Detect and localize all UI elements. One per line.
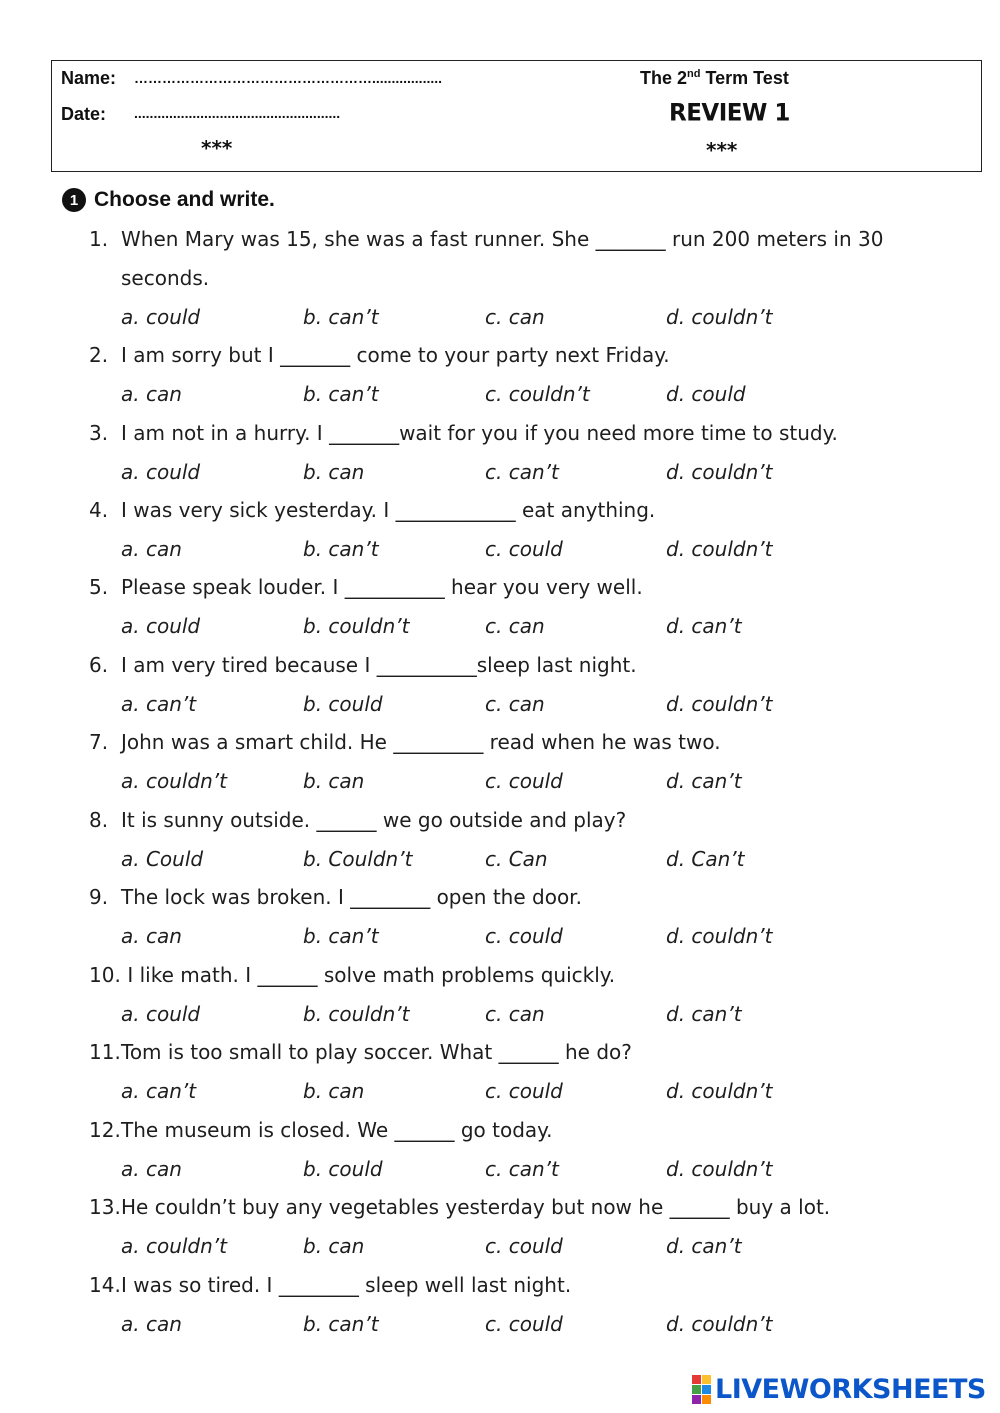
option-b[interactable]: b. can’t	[303, 382, 379, 406]
option-d[interactable]: d. couldn’t	[666, 692, 773, 716]
option-b[interactable]: b. can	[303, 1079, 365, 1103]
option-c[interactable]: c. could	[485, 1312, 563, 1336]
option-a[interactable]: a. can	[121, 1157, 182, 1181]
option-c[interactable]: c. Can	[485, 847, 548, 871]
question-2	[89, 343, 670, 367]
option-c[interactable]: c. can’t	[485, 1157, 559, 1181]
question-number: 4.	[89, 498, 109, 522]
option-b[interactable]: b. can	[303, 1234, 365, 1258]
option-d[interactable]: d. couldn’t	[666, 924, 773, 948]
question-number: 1.	[89, 227, 109, 251]
option-d[interactable]: d. can’t	[666, 1002, 742, 1026]
question-number: 6.	[89, 653, 109, 677]
option-a[interactable]: a. can’t	[121, 1079, 197, 1103]
option-a[interactable]: a. could	[121, 305, 201, 329]
date-field[interactable]: .....................................................	[134, 105, 341, 121]
option-b[interactable]: b. could	[303, 1157, 383, 1181]
option-b[interactable]: b. can’t	[303, 924, 379, 948]
question-number: 8.	[89, 808, 109, 832]
option-d[interactable]: d. couldn’t	[666, 1157, 773, 1181]
option-a[interactable]: a. could	[121, 614, 201, 638]
option-a[interactable]: a. can’t	[121, 692, 197, 716]
option-c[interactable]: c. could	[485, 1079, 563, 1103]
question-number: 10.	[89, 963, 121, 987]
question-number: 9.	[89, 885, 109, 909]
option-a[interactable]: a. couldn’t	[121, 769, 228, 793]
question-text-continued: seconds.	[121, 266, 210, 290]
question-text: Tom is too small to play soccer. What ______ he do?	[121, 1040, 632, 1064]
question-8	[89, 808, 626, 832]
option-c[interactable]: c. could	[485, 537, 563, 561]
option-d[interactable]: d. couldn’t	[666, 460, 773, 484]
question-text: I was so tired. I ________ sleep well last night.	[121, 1273, 572, 1297]
question-number: 2.	[89, 343, 109, 367]
option-a[interactable]: a. couldn’t	[121, 1234, 228, 1258]
option-b[interactable]: b. couldn’t	[303, 614, 410, 638]
question-text: The lock was broken. I ________ open the door.	[121, 885, 582, 909]
question-13	[89, 1195, 830, 1219]
review-title: REVIEW 1	[669, 99, 790, 127]
option-c[interactable]: c. could	[485, 769, 563, 793]
question-number: 11.	[89, 1040, 121, 1064]
option-c[interactable]: c. can	[485, 305, 545, 329]
option-b[interactable]: b. can’t	[303, 1312, 379, 1336]
question-text: I am very tired because I __________sleep last night.	[121, 653, 637, 677]
option-a[interactable]: a. could	[121, 1002, 201, 1026]
question-text: I like math. I ______ solve math problems quickly.	[121, 963, 616, 987]
option-d[interactable]: d. couldn’t	[666, 1079, 773, 1103]
option-b[interactable]: b. couldn’t	[303, 1002, 410, 1026]
option-c[interactable]: c. can	[485, 614, 545, 638]
question-number: 3.	[89, 421, 109, 445]
option-c[interactable]: c. couldn’t	[485, 382, 590, 406]
option-d[interactable]: d. Can’t	[666, 847, 745, 871]
question-3	[89, 421, 838, 445]
question-5	[89, 575, 643, 599]
liveworksheets-brand	[692, 1374, 986, 1405]
section-heading: Choose and write.	[94, 188, 275, 211]
option-c[interactable]: c. could	[485, 924, 563, 948]
stars-right: ***	[706, 138, 738, 162]
question-text: I am sorry but I _______ come to your party next Friday.	[121, 343, 670, 367]
name-field[interactable]: ……………………………………………..................	[134, 70, 443, 86]
option-c[interactable]: c. can	[485, 1002, 545, 1026]
question-10	[89, 963, 615, 987]
question-number: 12.	[89, 1118, 121, 1142]
question-number: 7.	[89, 730, 109, 754]
option-b[interactable]: b. can	[303, 460, 365, 484]
question-12	[89, 1118, 553, 1142]
option-d[interactable]: d. couldn’t	[666, 537, 773, 561]
question-text: He couldn’t buy any vegetables yesterday but now he ______ buy a lot.	[121, 1195, 831, 1219]
option-a[interactable]: a. can	[121, 924, 182, 948]
section-number-icon: 1	[62, 188, 86, 212]
brand-text: LIVEWORKSHEETS	[715, 1374, 986, 1405]
question-text: Please speak louder. I __________ hear you very well.	[121, 575, 643, 599]
liveworksheets-logo-icon	[692, 1375, 711, 1404]
option-d[interactable]: d. could	[666, 382, 746, 406]
question-text: The museum is closed. We ______ go today.	[121, 1118, 553, 1142]
option-d[interactable]: d. couldn’t	[666, 1312, 773, 1336]
name-label: Name:	[61, 68, 117, 88]
option-a[interactable]: a. can	[121, 537, 182, 561]
option-a[interactable]: a. can	[121, 1312, 182, 1336]
question-9	[89, 885, 582, 909]
option-d[interactable]: d. can’t	[666, 614, 742, 638]
test-title: The 2nd Term Test	[640, 68, 789, 88]
question-text: I am not in a hurry. I _______wait for you if you need more time to study.	[121, 421, 838, 445]
option-a[interactable]: a. could	[121, 460, 201, 484]
question-number: 5.	[89, 575, 109, 599]
question-text: I was very sick yesterday. I ____________ eat anything.	[121, 498, 656, 522]
question-11	[89, 1040, 632, 1064]
question-6	[89, 653, 637, 677]
option-b[interactable]: b. can	[303, 769, 365, 793]
option-b[interactable]: b. can’t	[303, 305, 379, 329]
question-text: John was a smart child. He _________ read when he was two.	[121, 730, 721, 754]
option-a[interactable]: a. Could	[121, 847, 204, 871]
option-c[interactable]: c. could	[485, 1234, 563, 1258]
stars-left: ***	[201, 136, 233, 160]
question-number: 13.	[89, 1195, 121, 1219]
option-d[interactable]: d. couldn’t	[666, 305, 773, 329]
option-d[interactable]: d. can’t	[666, 1234, 742, 1258]
option-c[interactable]: c. can’t	[485, 460, 559, 484]
option-b[interactable]: b. could	[303, 692, 383, 716]
option-a[interactable]: a. can	[121, 382, 182, 406]
question-4	[89, 498, 655, 522]
question-14	[89, 1273, 571, 1297]
option-b[interactable]: b. Couldn’t	[303, 847, 413, 871]
date-label: Date:	[61, 104, 107, 124]
question-7	[89, 730, 721, 754]
question-number: 14.	[89, 1273, 121, 1297]
option-d[interactable]: d. can’t	[666, 769, 742, 793]
question-text: When Mary was 15, she was a fast runner. She _______ run 200 meters in 30	[121, 227, 884, 251]
section-title	[62, 188, 275, 212]
question-1	[89, 227, 883, 251]
option-b[interactable]: b. can’t	[303, 537, 379, 561]
option-c[interactable]: c. can	[485, 692, 545, 716]
question-text: It is sunny outside. ______ we go outside and play?	[121, 808, 627, 832]
